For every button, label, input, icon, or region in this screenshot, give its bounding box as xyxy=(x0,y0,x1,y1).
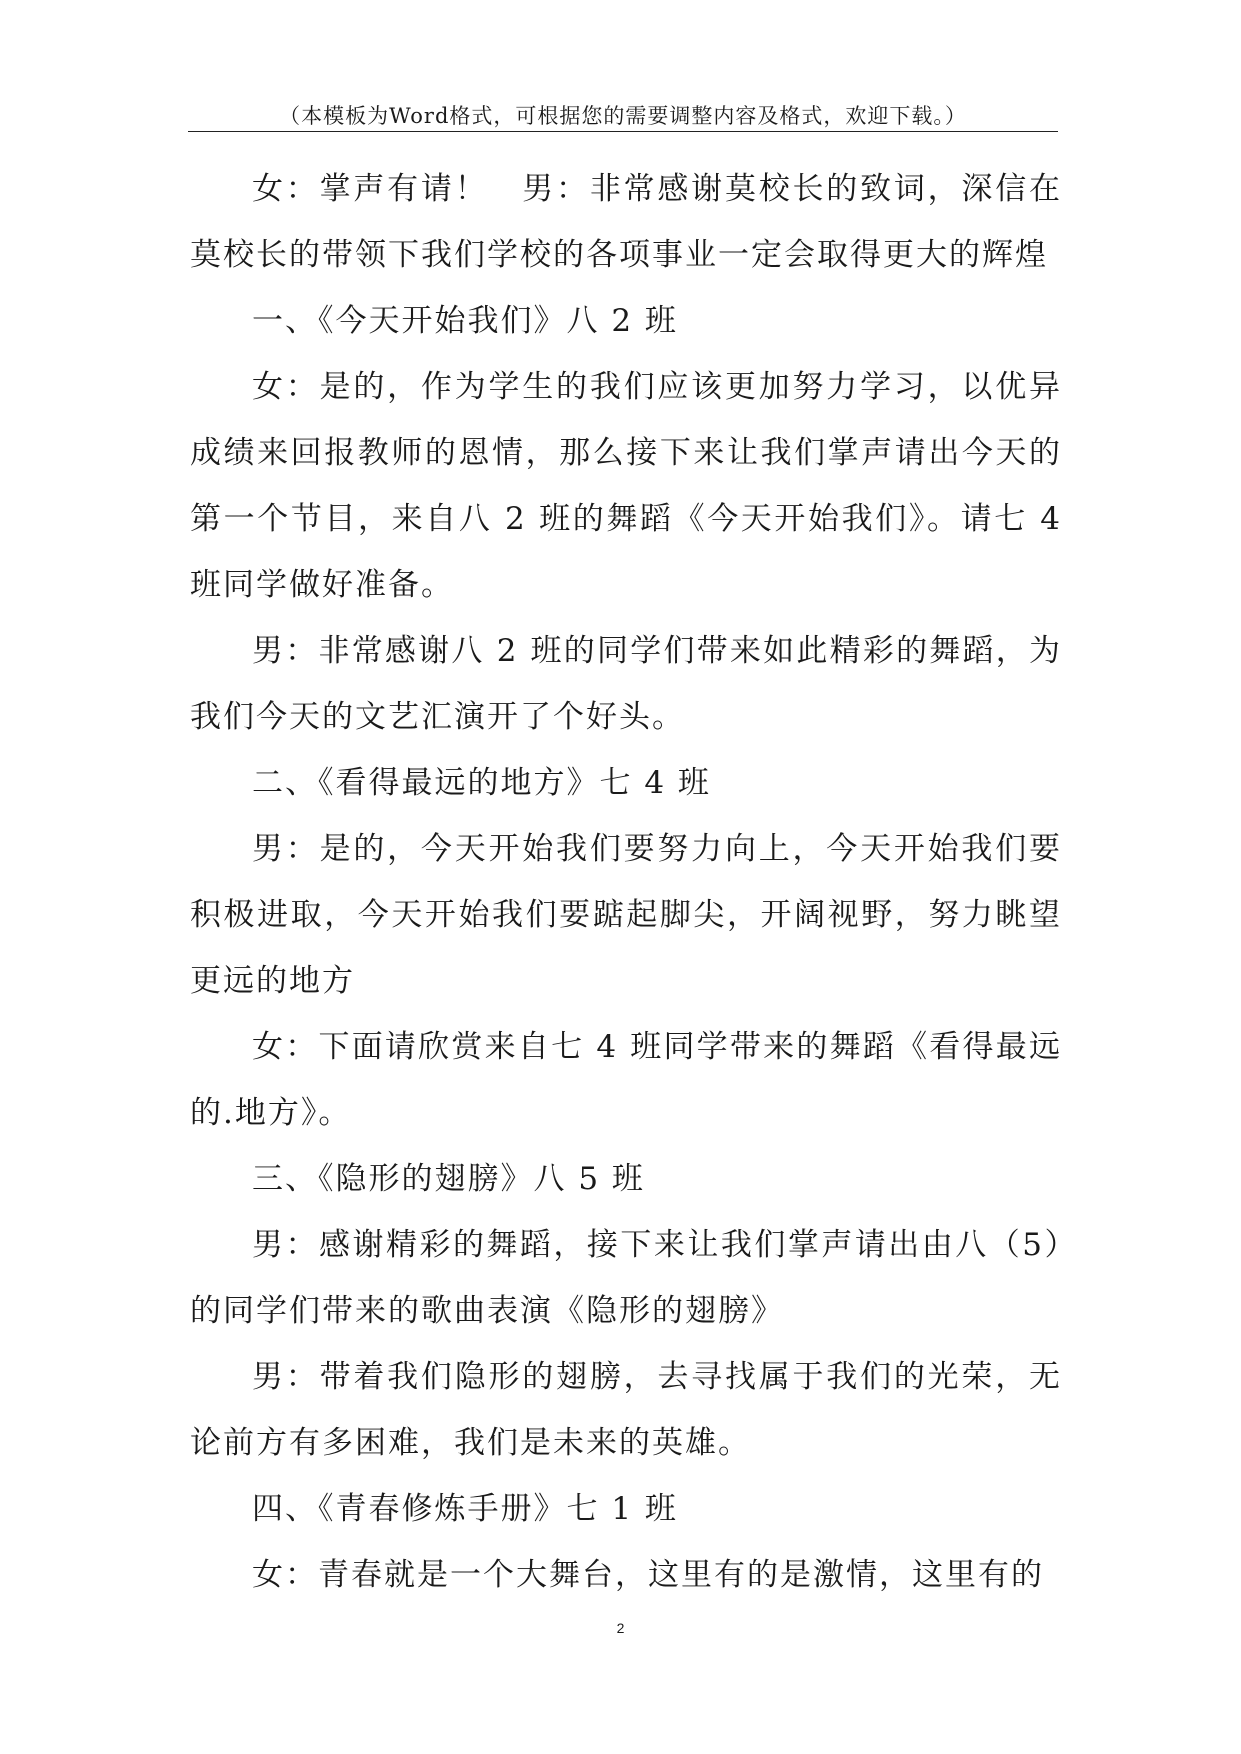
paragraph: 女：下面请欣赏来自七 4 班同学带来的舞蹈《看得最远的.地方》。 xyxy=(190,1029,1062,1131)
paragraph: 女：掌声有请！ 男：非常感谢莫校长的致词，深信在莫校长的带领下我们学校的各项事业一定会取得更大的辉煌 xyxy=(190,171,1062,273)
paragraph: 男：非常感谢八 2 班的同学们带来如此精彩的舞蹈，为我们今天的文艺汇演开了个好头。 xyxy=(190,633,1062,735)
paragraph: 男：带着我们隐形的翅膀，去寻找属于我们的光荣，无论前方有多困难，我们是未来的英雄。 xyxy=(190,1359,1062,1461)
header-divider xyxy=(188,131,1058,132)
paragraph: 男：是的，今天开始我们要努力向上，今天开始我们要积极进取，今天开始我们要踮起脚尖，开阔视野，努力眺望更远的地方 xyxy=(190,831,1062,999)
header-note: （本模板为Word格式，可根据您的需要调整内容及格式，欢迎下载。） xyxy=(279,104,967,128)
section-heading: 三、《隐形的翅膀》八 5 班 xyxy=(252,1161,645,1197)
section-heading: 二、《看得最远的地方》七 4 班 xyxy=(252,765,711,801)
paragraph: 女：青春就是一个大舞台，这里有的是激情，这里有的 xyxy=(252,1557,1044,1593)
paragraph: 男：感谢精彩的舞蹈，接下来让我们掌声请出由八（5）的同学们带来的歌曲表演《隐形的翅膀》 xyxy=(190,1227,1062,1329)
paragraph: 女：是的，作为学生的我们应该更加努力学习，以优异成绩来回报教师的恩情，那么接下来让我们掌声请出今天的第一个节目，来自八 2 班的舞蹈《今天开始我们》。请七 4 班同学做好准备。 xyxy=(190,369,1062,603)
section-heading: 四、《青春修炼手册》七 1 班 xyxy=(252,1491,678,1527)
page-number: 2 xyxy=(616,1620,625,1636)
section-heading: 一、《今天开始我们》八 2 班 xyxy=(252,303,678,339)
document-body xyxy=(190,156,1062,1608)
